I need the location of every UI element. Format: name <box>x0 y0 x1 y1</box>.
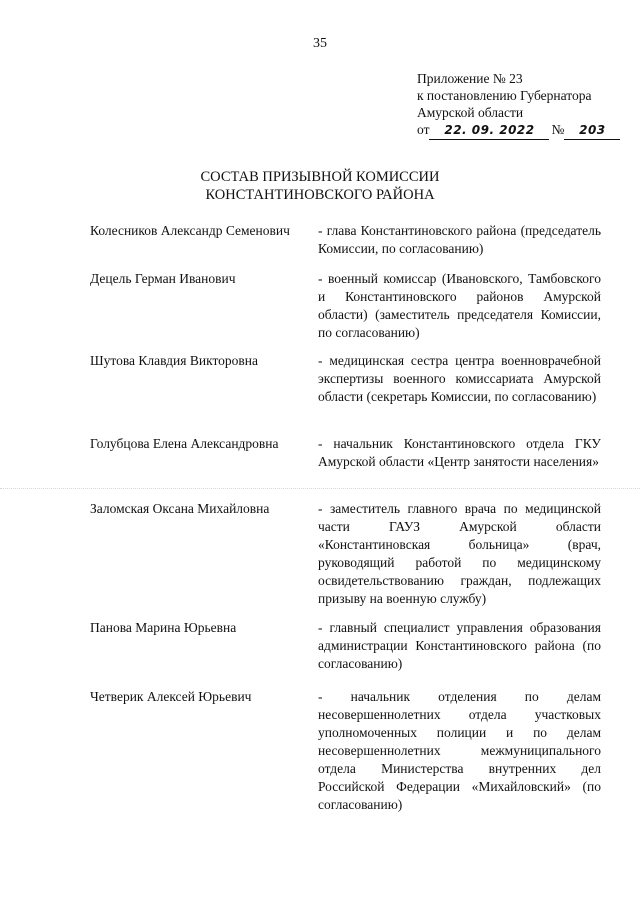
member-role: - медицинская сестра центра военноврачебной экспертизы военного комиссариата Амурской области (секретарь Комиссии, по согласованию) <box>318 353 601 404</box>
page-number: 35 <box>313 36 327 51</box>
member-name: Колесников Александр Семенович <box>90 223 290 238</box>
handwritten-date: 22. 09. 2022 <box>429 122 549 140</box>
member-role: - заместитель главного врача по медицинской части ГАУЗ Амурской области «Константиновская больница» (врач, руководящий работой по медицинскому освидетельствованию граждан, подлежащих призыву на военную службу) <box>318 501 601 606</box>
member-role: - начальник отделения по делам несовершеннолетних отдела участковых уполномоченных полиции и по делам несовершеннолетних межмуниципального отдела Министерства внутренних дел Российской Федерации «Михайловский» (по согласованию) <box>318 689 601 812</box>
member-role: - глава Константиновского района (председатель Комиссии, по согласованию) <box>318 223 601 256</box>
title-line-1: СОСТАВ ПРИЗЫВНОЙ КОМИССИИ <box>200 169 440 185</box>
appendix-line-3: Амурской области <box>417 105 524 120</box>
member-name: Панова Марина Юрьевна <box>90 620 237 635</box>
appendix-block <box>417 70 622 140</box>
member-name: Голубцова Елена Александровна <box>90 436 279 451</box>
member-name: Четверик Алексей Юрьевич <box>90 689 252 704</box>
member-name: Шутова Клавдия Викторовна <box>90 353 259 368</box>
member-role: - главный специалист управления образования администрации Константиновского района (по согласованию) <box>318 620 601 671</box>
scan-artifact-dots <box>0 488 640 490</box>
document-title <box>0 168 640 204</box>
title-line-2: КОНСТАНТИНОВСКОГО РАЙОНА <box>205 187 435 203</box>
member-role: - начальник Константиновского отдела ГКУ Амурской области «Центр занятости населения» <box>318 436 601 469</box>
number-sign: № <box>551 122 565 137</box>
appendix-line-2: к постановлению Губернатора <box>417 88 592 103</box>
handwritten-number: 203 <box>564 122 620 140</box>
date-prefix: от <box>417 122 430 137</box>
member-name: Заломская Оксана Михайловна <box>90 501 270 516</box>
member-role: - военный комиссар (Ивановского, Тамбовского и Константиновского районов Амурской области) (заместитель председателя Комиссии, по согласованию) <box>318 271 601 340</box>
member-name: Децель Герман Иванович <box>90 271 236 286</box>
appendix-line-1: Приложение № 23 <box>417 71 523 86</box>
appendix-date-line <box>417 121 622 140</box>
